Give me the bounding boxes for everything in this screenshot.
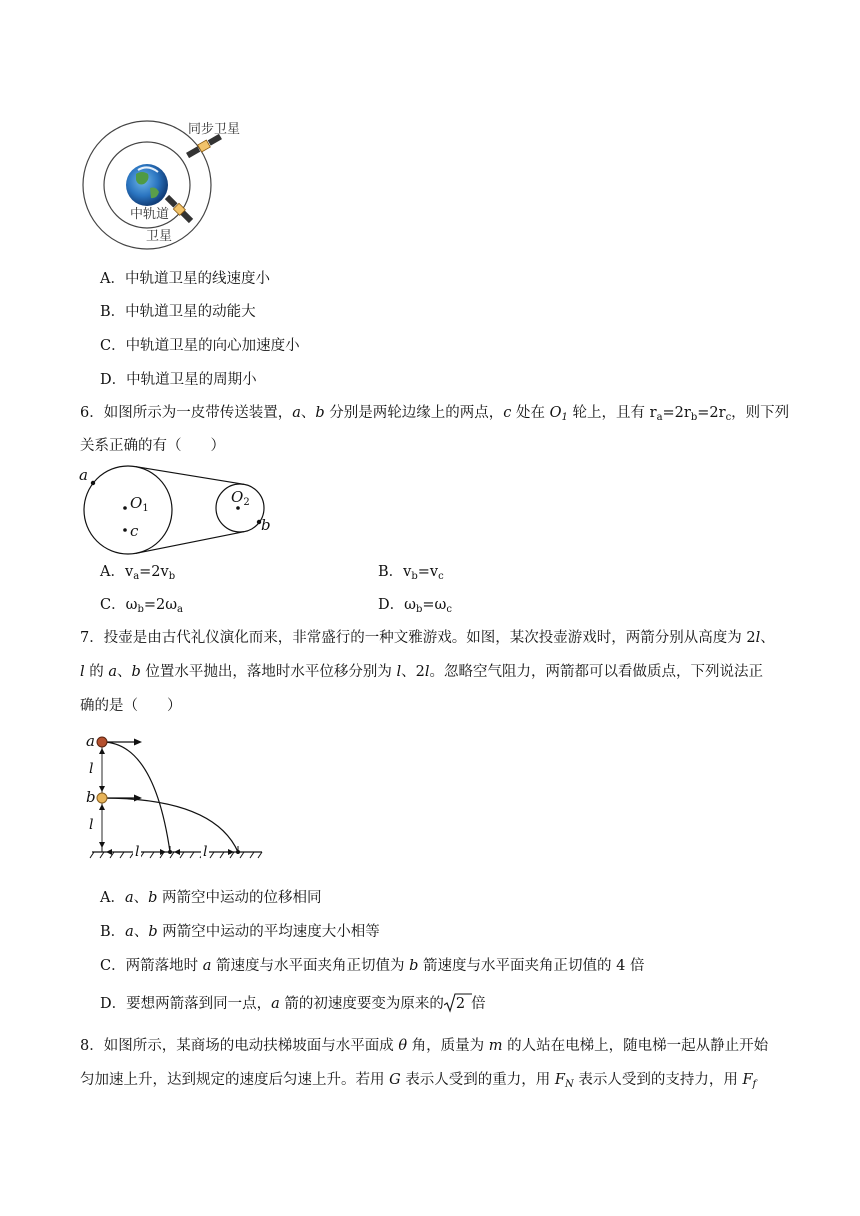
label-o2-sub: 2 xyxy=(243,497,250,508)
option-text: 箭速度与水平面夹角正切值为 xyxy=(211,958,410,974)
label-b: b xyxy=(86,788,96,806)
belt-bottom xyxy=(136,532,244,554)
text: 、2 xyxy=(401,664,425,680)
var-b: b xyxy=(131,664,141,680)
q5-option-b[interactable] xyxy=(100,302,256,322)
option-text: 倍 xyxy=(471,996,486,1012)
subscript: c xyxy=(446,604,452,615)
label-a: a xyxy=(79,466,88,484)
var-b: b xyxy=(148,890,158,906)
subscript: f xyxy=(752,1079,757,1090)
option-letter: C． xyxy=(100,597,126,613)
subscript: c xyxy=(438,571,444,582)
text: 表示人受到的支持力，用 xyxy=(573,1072,743,1088)
option-text: 两箭空中运动的位移相同 xyxy=(157,890,322,906)
subscript: a xyxy=(656,412,663,423)
label-l-lower: l xyxy=(89,817,94,833)
point-a xyxy=(91,481,95,485)
text: 。忽略空气阻力，两箭都可以看做质点，下列说法正 xyxy=(429,664,764,680)
var-l: l xyxy=(424,664,430,680)
point-c xyxy=(123,528,127,532)
text: =2ω xyxy=(143,597,178,613)
subscript: 1 xyxy=(561,412,568,423)
var-a: a xyxy=(202,958,212,974)
text: 、 xyxy=(133,924,149,940)
text: 、 xyxy=(117,664,132,680)
projectile-diagram xyxy=(84,728,264,862)
var-f: F xyxy=(742,1072,753,1088)
text: 如图所示，某商场的电动扶梯坡面与水平面成 xyxy=(103,1038,399,1054)
var-a: a xyxy=(125,924,134,940)
belt-diagram xyxy=(76,464,276,556)
q6-option-b[interactable] xyxy=(378,562,444,582)
text: ，则下列 xyxy=(731,405,790,421)
text: 轮上，且有 r xyxy=(567,405,657,421)
text: ω xyxy=(125,597,138,613)
subscript: b xyxy=(415,604,423,615)
option-letter: B． xyxy=(378,564,404,580)
q7-option-c[interactable] xyxy=(100,956,644,976)
var-o: O xyxy=(549,405,562,421)
subscript: b xyxy=(168,571,176,582)
landing-a xyxy=(168,850,172,854)
var-m: m xyxy=(488,1038,503,1054)
var-l: l xyxy=(755,630,761,646)
option-text: 中轨道卫星的动能大 xyxy=(125,304,256,320)
text: v xyxy=(403,564,412,580)
q8-stem-line2 xyxy=(80,1070,756,1090)
wheel-o1 xyxy=(84,466,172,554)
text: v xyxy=(124,564,134,580)
option-letter: C． xyxy=(100,958,126,974)
sqrt-expression xyxy=(444,994,465,1014)
q6-stem-line1 xyxy=(80,403,789,423)
q7-option-b[interactable] xyxy=(100,922,380,942)
option-text: 中轨道卫星的线速度小 xyxy=(124,271,270,287)
text: 处在 xyxy=(511,405,550,421)
label-l-first: l xyxy=(135,844,140,860)
text: 位置水平抛出，落地时水平位移分别为 xyxy=(140,664,397,680)
point-o1 xyxy=(123,506,127,510)
q7-stem-line2 xyxy=(80,662,763,682)
option-text: 两箭空中运动的平均速度大小相等 xyxy=(157,924,380,940)
earth-icon xyxy=(126,164,168,206)
q5-option-d[interactable] xyxy=(100,370,257,390)
q7-stem-line1 xyxy=(80,628,775,648)
option-letter: A． xyxy=(100,271,125,287)
var-a: a xyxy=(124,890,134,906)
var-l: l xyxy=(80,664,85,680)
label-o2 xyxy=(231,488,250,506)
text: 分别是两轮边缘上的两点， xyxy=(324,405,504,421)
option-text: 中轨道卫星的周期小 xyxy=(126,372,257,388)
point-o2 xyxy=(236,506,240,510)
text: 、 xyxy=(133,890,149,906)
option-letter: A． xyxy=(100,564,125,580)
question-number: 6． xyxy=(80,405,104,421)
subscript: c xyxy=(725,412,732,423)
label-o1 xyxy=(130,494,149,512)
option-text: 两箭落地时 xyxy=(125,958,203,974)
text: =ω xyxy=(422,597,447,613)
question-number: 8． xyxy=(80,1038,104,1054)
q6-stem-line2: 关系正确的有（ ） xyxy=(80,438,225,454)
option-text: 箭速度与水平面夹角正切值的 4 倍 xyxy=(418,958,645,974)
var-a: a xyxy=(271,996,280,1012)
option-letter: D． xyxy=(378,597,405,613)
option-letter: A． xyxy=(100,890,125,906)
trajectory-b xyxy=(102,798,238,852)
var-a: a xyxy=(108,664,118,680)
q7-option-d[interactable] xyxy=(100,994,486,1014)
text: 的人站在电梯上，随电梯一起从静止开始 xyxy=(502,1038,769,1054)
projectile-figure xyxy=(84,728,264,862)
mid-orbit-label: 中轨道 xyxy=(130,207,170,222)
sqrt-icon xyxy=(444,992,472,1014)
sync-satellite-label: 同步卫星 xyxy=(188,122,241,137)
subscript: a xyxy=(177,604,184,615)
text: 投壶是由古代礼仪演化而来，非常盛行的一种文雅游戏。如图，某次投壶游戏时，两箭分别从高度为 2 xyxy=(103,630,756,646)
option-letter: D． xyxy=(100,372,127,388)
label-b: b xyxy=(261,516,271,534)
q5-option-a[interactable] xyxy=(100,269,270,289)
belt-top xyxy=(136,467,244,485)
subscript: N xyxy=(564,1079,574,1090)
q7-option-a[interactable] xyxy=(100,888,322,908)
subscript: b xyxy=(137,604,144,615)
mid-satellite-label: 卫星 xyxy=(146,229,173,244)
var-b: b xyxy=(148,924,158,940)
option-text: 箭的初速度要变为原来的 xyxy=(279,996,444,1012)
q5-option-c[interactable] xyxy=(100,336,300,356)
label-c: c xyxy=(130,522,139,540)
option-text: 要想两箭落到同一点， xyxy=(126,996,272,1012)
option-letter: C． xyxy=(100,338,126,354)
sqrt-radicand: 2 xyxy=(455,996,466,1012)
text: ω xyxy=(404,597,416,613)
orbit-figure xyxy=(78,112,268,252)
var-l: l xyxy=(396,664,402,680)
label-a: a xyxy=(86,732,95,750)
text: 、 xyxy=(300,405,316,421)
q8-stem-line1 xyxy=(80,1036,768,1056)
text: =2v xyxy=(139,564,169,580)
var-f: F xyxy=(554,1072,565,1088)
label-o1-letter: O xyxy=(130,494,143,512)
option-letter: B． xyxy=(100,304,126,320)
option-letter: B． xyxy=(100,924,126,940)
text: 如图所示为一皮带传送装置， xyxy=(103,405,293,421)
ball-b-icon xyxy=(97,793,107,803)
text: 、 xyxy=(760,630,775,646)
text: 表示人受到的重力，用 xyxy=(400,1072,555,1088)
var-theta: θ xyxy=(398,1038,408,1054)
text: =2r xyxy=(697,405,726,421)
text: 的 xyxy=(84,664,109,680)
var-a: a xyxy=(292,405,301,421)
option-text: 中轨道卫星的向心加速度小 xyxy=(125,338,300,354)
belt-figure xyxy=(76,464,276,556)
label-o1-sub: 1 xyxy=(142,503,149,514)
var-b: b xyxy=(409,958,419,974)
label-o2-letter: O xyxy=(231,488,244,506)
label-l-upper: l xyxy=(89,761,94,777)
label-l-second: l xyxy=(203,844,208,860)
subscript: b xyxy=(411,571,418,582)
option-letter: D． xyxy=(100,996,127,1012)
subscript: b xyxy=(690,412,698,423)
text: 角，质量为 xyxy=(407,1038,489,1054)
q7-stem-line3: 确的是（ ） xyxy=(80,698,182,714)
text: =v xyxy=(417,564,439,580)
var-b: b xyxy=(315,405,325,421)
question-number: 7． xyxy=(80,630,104,646)
text: 匀加速上升，达到规定的速度后匀速上升。若用 xyxy=(80,1072,390,1088)
landing-b xyxy=(236,850,240,854)
subscript: a xyxy=(133,571,140,582)
q6-option-d[interactable] xyxy=(378,595,452,615)
var-g: G xyxy=(389,1072,401,1088)
ball-a-icon xyxy=(97,737,107,747)
text: =2r xyxy=(662,405,691,421)
q6-option-a[interactable] xyxy=(100,562,175,582)
var-c: c xyxy=(503,405,512,421)
q6-option-c[interactable] xyxy=(100,595,183,615)
